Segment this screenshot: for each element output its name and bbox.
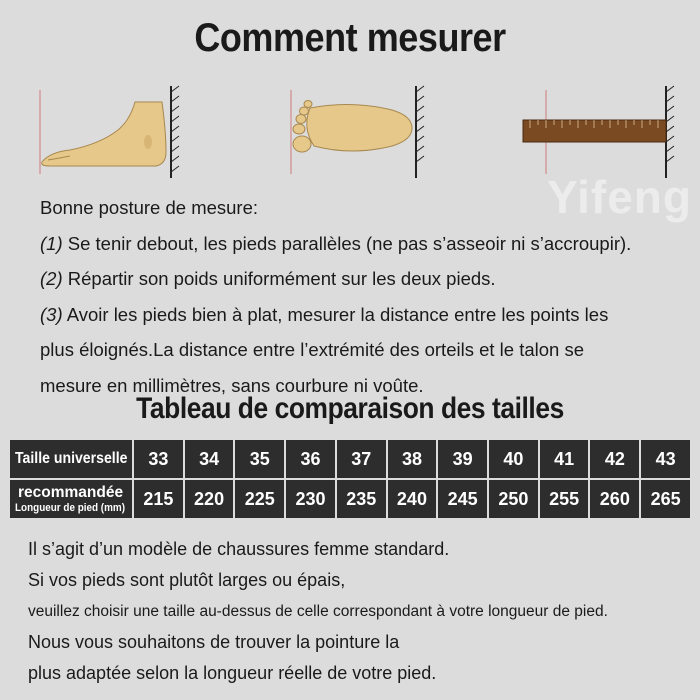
ruler-icon	[520, 82, 680, 182]
length-cell: 245	[438, 480, 487, 518]
length-cell: 230	[286, 480, 335, 518]
size-cell: 41	[540, 440, 589, 478]
size-cell: 42	[590, 440, 639, 478]
note-line: Il s’agit d’un modèle de chaussures femme standard.	[28, 539, 450, 559]
foot-top-icon	[282, 82, 430, 182]
size-cell: 36	[286, 440, 335, 478]
length-cell: 265	[641, 480, 690, 518]
size-cell: 37	[337, 440, 386, 478]
table-row-foot-length	[10, 480, 690, 518]
watermark: Yifeng	[547, 171, 692, 223]
length-cell: 240	[388, 480, 437, 518]
page-title: Comment mesurer	[194, 16, 506, 60]
instruction-step-3-line-2: plus éloignés.La distance entre l’extrémité des orteils et le talon se	[40, 339, 584, 360]
row-header-foot-length: recommandée Longueur de pied (mm)	[10, 480, 132, 518]
note-line: veuillez choisir une taille au-dessus de celle correspondant à votre longueur de pied.	[28, 603, 608, 620]
instruction-step-3	[40, 297, 680, 333]
length-cell: 220	[185, 480, 234, 518]
note-line: Si vos pieds sont plutôt larges ou épais,	[28, 570, 346, 590]
step-text: Avoir les pieds bien à plat, mesurer la distance entre les points les	[62, 303, 609, 325]
instruction-step-1	[40, 226, 680, 262]
size-cell: 34	[185, 440, 234, 478]
table-row-universal-size	[10, 440, 690, 478]
length-cell: 235	[337, 480, 386, 518]
length-cell: 225	[235, 480, 284, 518]
foot-side-icon	[30, 82, 185, 182]
row-header-universal-size: Taille universelle	[10, 440, 132, 478]
note-line: Nous vous souhaitons de trouver la pointure la	[28, 632, 400, 652]
step-number: (2)	[40, 268, 63, 289]
step-number: (3)	[40, 303, 63, 325]
size-cell: 38	[388, 440, 437, 478]
table-title: Tableau de comparaison des tailles	[136, 392, 564, 425]
size-cell: 43	[641, 440, 690, 478]
size-cell: 39	[438, 440, 487, 478]
instruction-step-2	[40, 261, 680, 297]
size-comparison-table	[8, 438, 692, 520]
size-cell: 40	[489, 440, 538, 478]
measurement-instructions	[40, 190, 680, 403]
size-cell: 33	[134, 440, 183, 478]
step-text: Se tenir debout, les pieds parallèles (ne pas s’asseoir ni s’accroupir).	[62, 232, 632, 254]
length-cell: 255	[540, 480, 589, 518]
size-cell: 35	[235, 440, 284, 478]
step-number: (1)	[40, 232, 63, 254]
length-cell: 260	[590, 480, 639, 518]
sizing-notes	[28, 534, 698, 689]
length-cell: 215	[134, 480, 183, 518]
instructions-heading: Bonne posture de mesure:	[40, 197, 259, 218]
step-text: Répartir son poids uniformément sur les deux pieds.	[62, 268, 496, 289]
instruction-step-3-line-3: mesure en millimètres, sans courbure ni voûte.	[40, 374, 424, 396]
length-cell: 250	[489, 480, 538, 518]
note-line: plus adaptée selon la longueur réelle de votre pied.	[28, 663, 437, 683]
